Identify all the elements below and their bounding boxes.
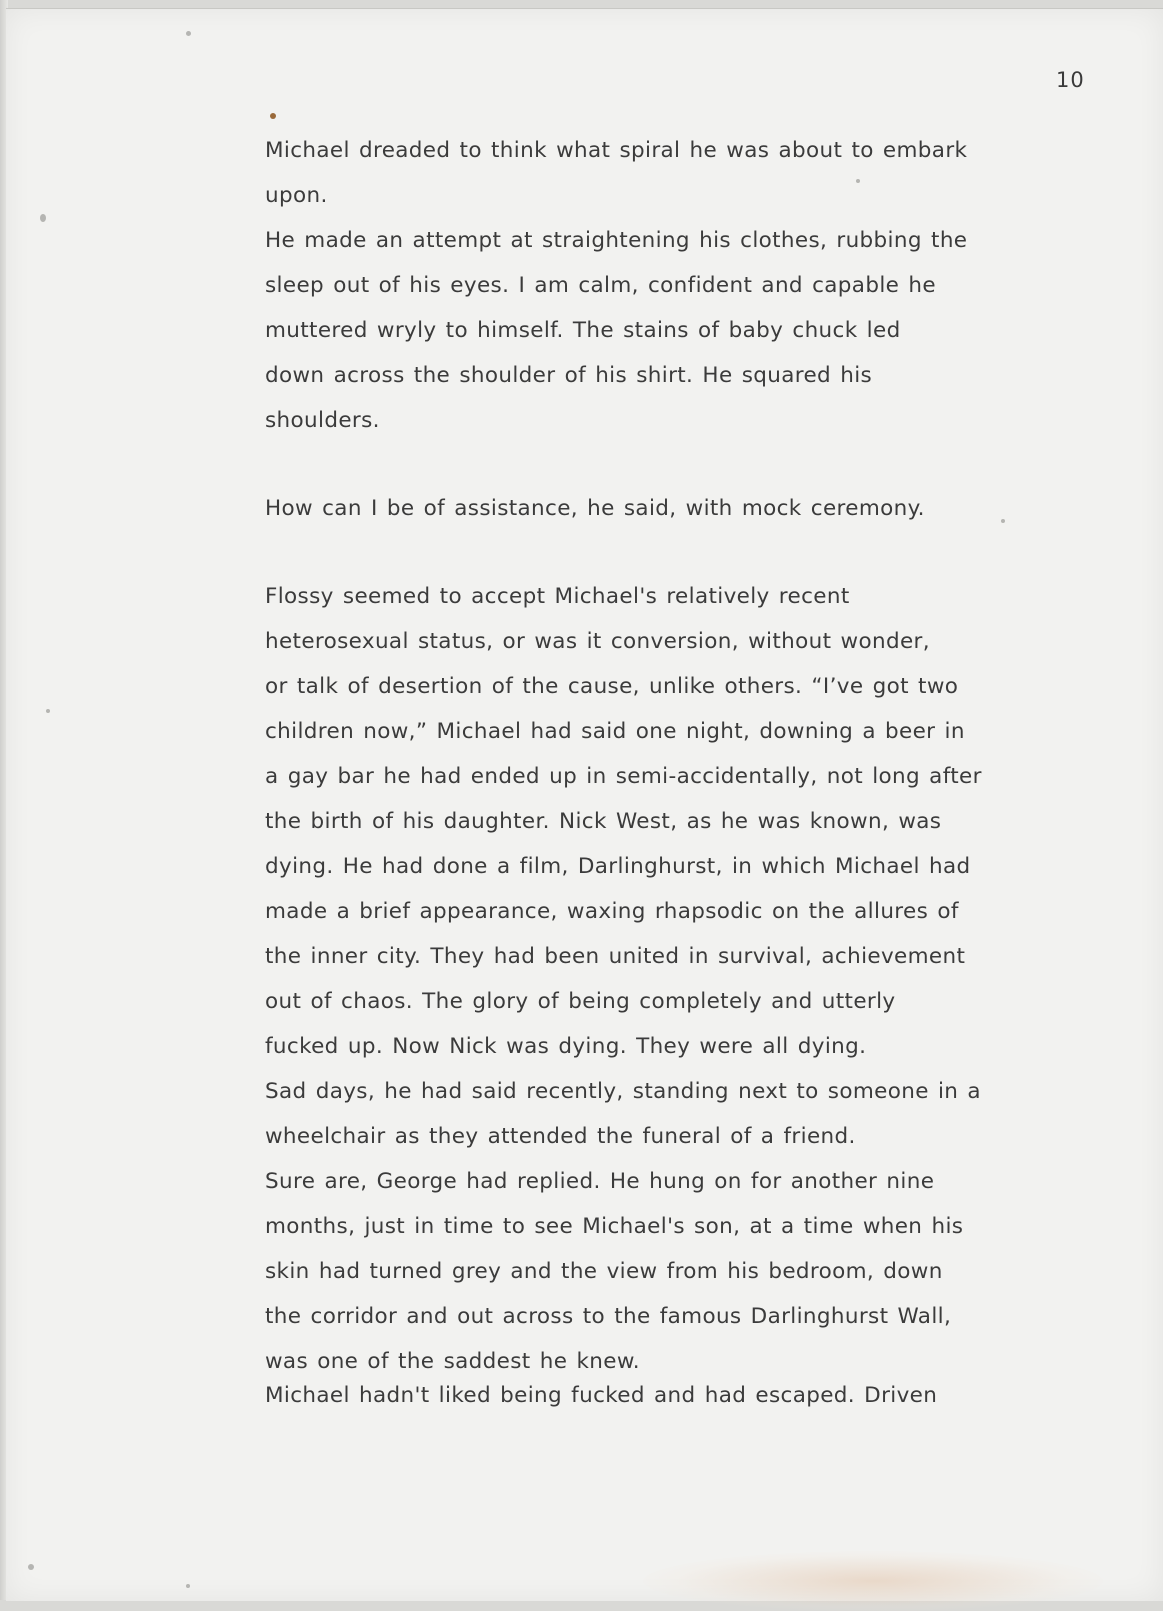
paragraph: [265, 218, 1005, 443]
paragraph: [265, 486, 1005, 531]
text-line: the birth of his daughter. Nick West, as he was known, was: [265, 809, 942, 834]
text-line: muttered wryly to himself. The stains of baby chuck led: [265, 318, 901, 343]
speck: [46, 709, 50, 713]
text-line: dying. He had done a film, Darlinghurst, in which Michael had: [265, 854, 971, 879]
text-line: upon.: [265, 183, 328, 208]
body-text: [265, 128, 1005, 1384]
speck: [186, 1584, 190, 1588]
text-line: children now,” Michael had said one night, downing a beer in: [265, 719, 965, 744]
text-line: fucked up. Now Nick was dying. They were all dying.: [265, 1034, 867, 1059]
text-line: the inner city. They had been united in survival, achievement: [265, 944, 966, 969]
paragraph: [265, 1159, 1005, 1384]
text-line: wheelchair as they attended the funeral of a friend.: [265, 1124, 856, 1149]
text-line: was one of the saddest he knew.: [265, 1349, 640, 1374]
text-line: the corridor and out across to the famous Darlinghurst Wall,: [265, 1304, 952, 1329]
paragraph-gap: [265, 531, 1005, 574]
text-line: Sad days, he had said recently, standing next to someone in a: [265, 1079, 981, 1104]
text-line: heterosexual status, or was it conversion, without wonder,: [265, 629, 930, 654]
paragraph: [265, 574, 1005, 1069]
text-line: skin had turned grey and the view from his bedroom, down: [265, 1259, 943, 1284]
text-line: sleep out of his eyes. I am calm, confident and capable he: [265, 273, 936, 298]
text-line: Michael dreaded to think what spiral he was about to embark: [265, 138, 968, 163]
text-line: a gay bar he had ended up in semi-accidentally, not long after: [265, 764, 982, 789]
text-line: months, just in time to see Michael's son, at a time when his: [265, 1214, 964, 1239]
text-line: Flossy seemed to accept Michael's relatively recent: [265, 584, 850, 609]
paragraph-gap: [265, 443, 1005, 486]
speck: [28, 1564, 34, 1570]
speck: [186, 31, 191, 36]
text-line: shoulders.: [265, 408, 380, 433]
text-line: or talk of desertion of the cause, unlike others. “I’ve got two: [265, 674, 959, 699]
text-line: out of chaos. The glory of being completely and utterly: [265, 989, 896, 1014]
paper-stain: [643, 1551, 1103, 1611]
page-number: 10: [1056, 68, 1085, 92]
text-line: down across the shoulder of his shirt. He squared his: [265, 363, 873, 388]
cut-off-line: [265, 1373, 1005, 1395]
text-line: made a brief appearance, waxing rhapsodic on the allures of: [265, 899, 959, 924]
paragraph: [265, 128, 1005, 218]
speck: [40, 214, 46, 222]
ink-dot: [270, 113, 276, 119]
paragraph: [265, 1069, 1005, 1159]
text-line: Sure are, George had replied. He hung on for another nine: [265, 1169, 935, 1194]
text-line: How can I be of assistance, he said, with mock ceremony.: [265, 496, 925, 521]
text-line: He made an attempt at straightening his clothes, rubbing the: [265, 228, 968, 253]
